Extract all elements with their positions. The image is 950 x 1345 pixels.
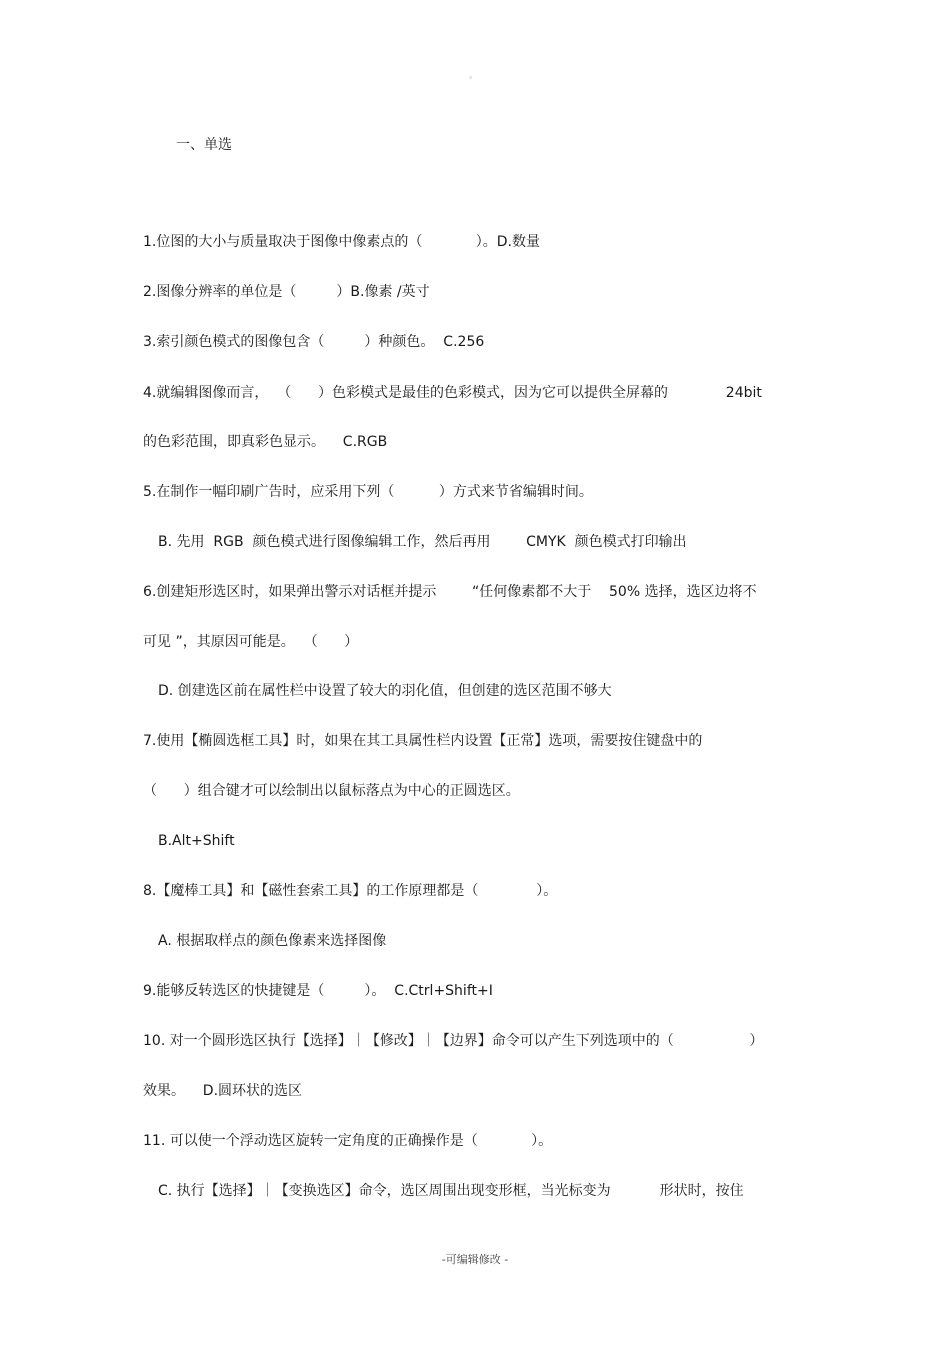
page-footer: -可编辑修改 - — [441, 1253, 509, 1266]
question-2: 2.图像分辨率的单位是（ ）B.像素 /英寸 — [143, 284, 430, 300]
header-mark: 。 — [469, 71, 479, 81]
answer-11: C. 执行【选择】｜【变换选区】命令，选区周围出现变形框，当光标变为 形状时，按住 — [158, 1183, 744, 1199]
question-5: 5.在制作一幅印刷广告时，应采用下列（ ）方式来节省编辑时间。 — [143, 484, 593, 500]
section-heading: 一、单选 — [176, 137, 232, 153]
answer-5: B. 先用 RGB 颜色模式进行图像编辑工作，然后再用 CMYK 颜色模式打印输出 — [158, 534, 687, 550]
question-11: 11. 可以使一个浮动选区旋转一定角度的正确操作是（ ）。 — [143, 1133, 553, 1149]
question-10: 10. 对一个圆形选区执行【选择】｜【修改】｜【边界】命令可以产生下列选项中的（ ） — [143, 1033, 764, 1049]
question-4-cont: 的色彩范围，即真彩色显示。 C.RGB — [143, 434, 388, 450]
question-10-cont: 效果。 D.圆环状的选区 — [143, 1083, 303, 1099]
answer-6: D. 创建选区前在属性栏中设置了较大的羽化值，但创建的选区范围不够大 — [158, 683, 612, 699]
question-6-cont: 可见 ”，其原因可能是。 （ ） — [143, 634, 359, 650]
answer-7: B.Alt+Shift — [158, 833, 235, 849]
question-7-cont: （ ）组合键才可以绘制出以鼠标落点为中心的正圆选区。 — [143, 783, 520, 799]
question-8: 8.【魔棒工具】和【磁性套索工具】的工作原理都是（ ）。 — [143, 883, 558, 899]
question-6: 6.创建矩形选区时，如果弹出警示对话框并提示 “任何像素都不大于 50% 选择，选区边将不 — [143, 584, 757, 600]
question-1: 1.位图的大小与质量取决于图像中像素点的（ ）。D.数量 — [143, 234, 540, 250]
answer-8: A. 根据取样点的颜色像素来选择图像 — [158, 933, 387, 949]
question-3: 3.索引颜色模式的图像包含（ ）种颜色。 C.256 — [143, 334, 485, 350]
question-9: 9.能够反转选区的快捷键是（ ）。 C.Ctrl+Shift+I — [143, 983, 493, 999]
question-4: 4.就编辑图像而言， （ ）色彩模式是最佳的色彩模式，因为它可以提供全屏幕的 24bit — [143, 385, 762, 401]
question-7: 7.使用【椭圆选框工具】时，如果在其工具属性栏内设置【正常】选项，需要按住键盘中的 — [143, 733, 703, 749]
